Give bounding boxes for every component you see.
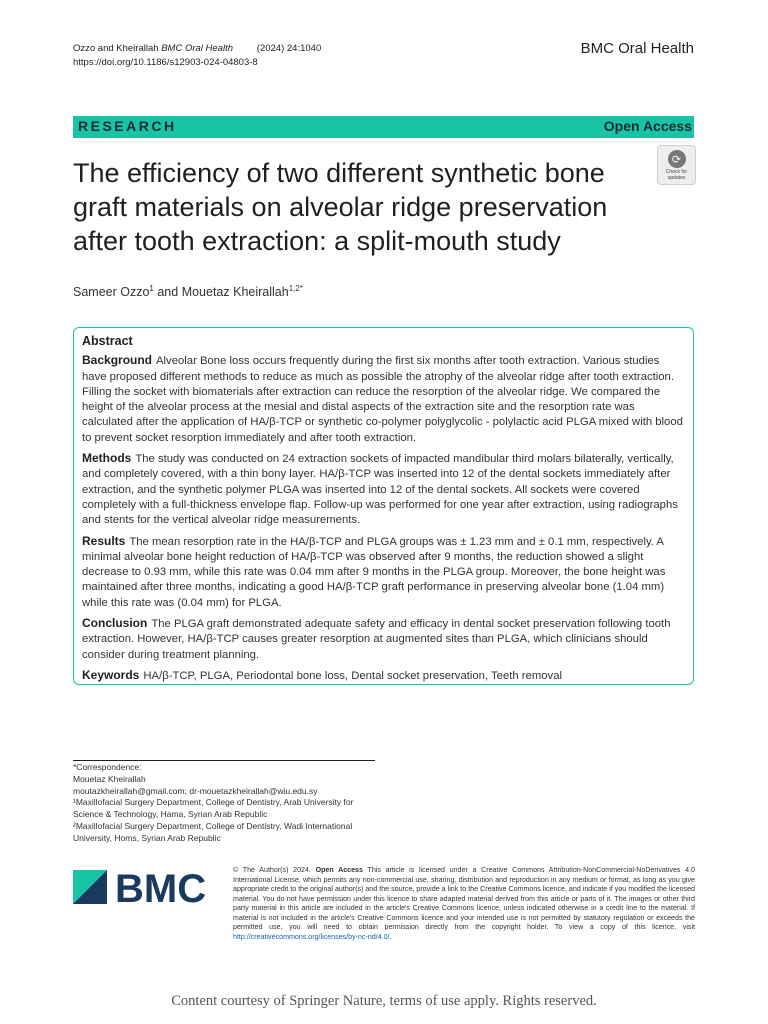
abstract-background: Background Alveolar Bone loss occurs frequently during the first six months after tooth extraction. Various studies have proposed different methods to reduce as much as possible the atrophy of the alveolar ridge after tooth extraction. Filling the socket with biomaterials after extraction can reduce the resorption of the alveolar ridge. We compared the height of the alveolar process at the mesial and distal aspects of the extraction site and the resorption rate was calculated after the application of HA/β-TCP or synthetic co-polymer polyglycolic - polylactic acid PLGA mixed with blood to prevent socket resorption immediately and after tooth extraction. bbox=[82, 353, 683, 444]
abstract-keywords: Keywords HA/β-TCP, PLGA, Periodontal bone loss, Dental socket preservation, Teeth removal bbox=[82, 667, 562, 682]
page-footer: Content courtesy of Springer Nature, terms of use apply. Rights reserved. bbox=[171, 993, 597, 1009]
author-list: Sameer Ozzo$^1$ and Mouetaz Kheirallah$^{1,2*}$ bbox=[73, 284, 303, 300]
open-access-label: Open Access bbox=[603, 118, 692, 134]
correspondence-emails[interactable]: moutazkheirallah@gmail.com; dr-mouetazkheirallah@wiu.edu.sy bbox=[73, 785, 318, 796]
article-title: The efficiency of two different synthetic bone graft materials on alveolar ridge preservation after tooth extraction: a split-mouth study bbox=[73, 158, 608, 256]
abstract-conclusion: Conclusion The PLGA graft demonstrated adequate safety and efficacy in dental socket preservation following tooth extraction. However, HA/β-TCP causes greater resorption at augmented sites than PLGA, which clinicians should consider during treatment planning. bbox=[82, 616, 671, 661]
license-link[interactable]: http://creativecommons.org/licenses/by-nc-nd/4.0/ bbox=[233, 932, 390, 941]
header-authors: Ozzo and Kheirallah bbox=[73, 43, 159, 54]
header-year-volume: (2024) 24:1040 bbox=[256, 43, 322, 54]
check-updates-label: Check for updates bbox=[665, 169, 688, 181]
affiliation-1: ¹Maxillofacial Surgery Department, College of Dentistry, Arab University for Science & Technology, Hama, Syrian Arab Republic bbox=[73, 797, 354, 820]
author-2[interactable]: Mouetaz Kheirallah bbox=[181, 285, 289, 300]
footnote-divider bbox=[73, 760, 375, 761]
bmc-logo bbox=[73, 866, 218, 906]
author-2-affiliation: 1,2* bbox=[288, 284, 303, 293]
check-for-updates-button[interactable] bbox=[657, 145, 696, 185]
author-1-affiliation: 1 bbox=[149, 284, 154, 293]
doi-link[interactable]: https://doi.org/10.1186/s12903-024-04803-8 bbox=[73, 57, 258, 68]
abstract-results: Results The mean resorption rate in the HA/β-TCP and PLGA groups was ± 1.23 mm and ± 0.1 mm, respectively. A minimal alveolar bone height reduction of HA/β-TCP was observed after 9 months, the reduction showed a slight decrease to 0.93 mm, while this rate was 0.04 mm after 9 months in the PLGA group. Moreover, the bone height was maintained after three months, indicating a good HA/β-TCP graft performance in preserving alveolar bone (1.04 mm) while this rate was (0.04 mm) for PLGA. bbox=[82, 533, 666, 609]
abstract-methods: Methods The study was conducted on 24 extraction sockets of impacted mandibular third molars bilaterally, vertically, and completely covered, with a thin bony layer. HA/β-TCP was inserted into 12 of the dental sockets immediately after extraction, and the synthetic polymer PLGA was inserted into 12 of the dental sockets. All sockets were covered completely with a full-thickness envelope flap. Follow-up was performed for one year after extraction, using radiographs and stents for the vertical alveolar ridge measurements. bbox=[82, 451, 678, 527]
bmc-logo-text: BMC bbox=[115, 867, 207, 906]
author-1[interactable]: Sameer Ozzo bbox=[73, 285, 150, 300]
running-header bbox=[73, 42, 321, 70]
affiliation-2: ²Maxillofacial Surgery Department, College of Dentistry, Wadi International University, Homs, Syrian Arab Republic bbox=[73, 820, 353, 843]
article-type-label: RESEARCH bbox=[78, 118, 177, 134]
refresh-icon: ⟳ bbox=[668, 150, 686, 168]
abstract-box bbox=[73, 327, 694, 685]
correspondence-name: Mouetaz Kheirallah bbox=[73, 773, 146, 784]
license-text: © The Author(s) 2024. Open Access This article is licensed under a Creative Commons Attribution-NonCommercial-NoDerivatives 4.0 International License, which permits any non-commercial use, sharing, distribution and reproduction in any medium or format, as long as you give appropriate credit to the original author(s) and the source, provide a link to the Creative Commons licence, and indicate if you modified the licensed material. You do not have permission under this licence to share adapted material derived from this article or parts of it. The images or other third party material in this article are included in the article's Creative Commons licence, unless indicated otherwise in a credit line to the material. If material is not included in the article's Creative Commons licence and your intended use is not permitted by statutory regulation or exceeds the permitted use, you will need to obtain permission directly from the copyright holder. To view a copy of this licence, visit http://creativecommons.org/licenses/by-nc-nd/4.0/. bbox=[233, 866, 695, 941]
journal-name: BMC Oral Health bbox=[580, 40, 694, 57]
header-journal: BMC Oral Health bbox=[161, 43, 234, 54]
abstract-heading: Abstract bbox=[82, 334, 133, 348]
correspondence-block: *Correspondence: Mouetaz Kheirallah moutazkheirallah@gmail.com; dr-mouetazkheirallah@wiu.edu.sy ¹Maxillofacial Surgery Department, College of Dentistry, Arab University for Science & Technology, Hama, Syrian Arab Republic ²Maxillofacial Surgery Department, College of Dentistry, Wadi International University, Homs, Syrian Arab Republic bbox=[73, 762, 373, 845]
